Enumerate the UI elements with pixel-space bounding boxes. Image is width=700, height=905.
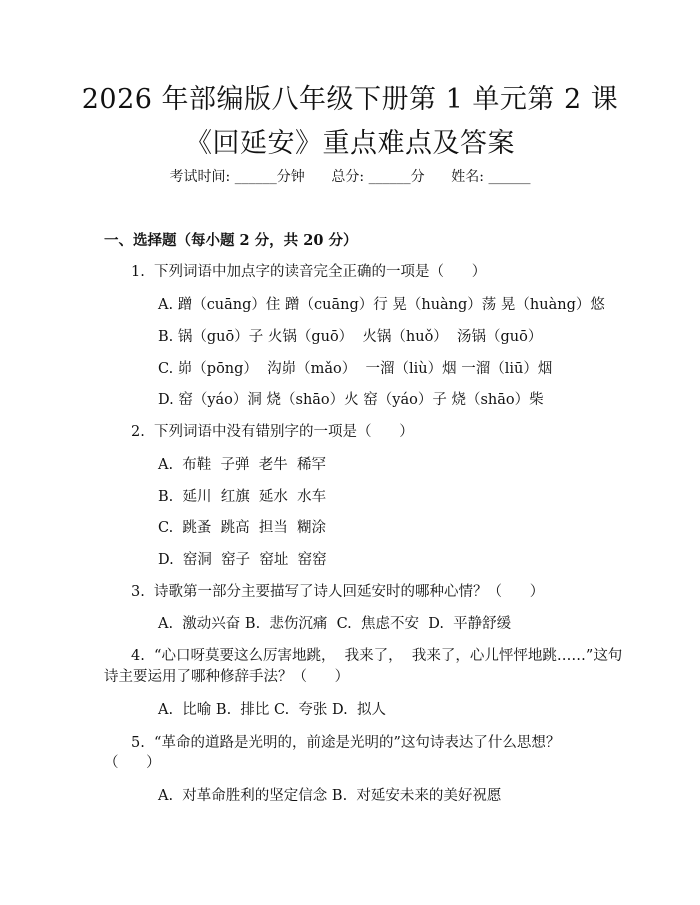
question-5-options: A. 对革命胜利的坚定信念 B. 对延安未来的美好祝愿: [158, 788, 502, 804]
section-heading: 一、选择题（每小题 2 分，共 20 分）: [104, 232, 358, 249]
question-2-option-d: D. 窑洞 窑子 窑址 窑窑: [158, 552, 327, 568]
question-1-option-a: A. 蹭（cuāng）住 蹭（cuāng）行 晃（huàng）荡 晃（huàng）悠: [158, 297, 605, 313]
question-1-option-b: B. 锅（guō）子 火锅（guō） 火锅（huǒ） 汤锅（guō）: [158, 329, 543, 345]
question-2-option-b: B. 延川 红旗 延水 水车: [158, 489, 327, 505]
question-1-option-c: C. 峁（pōng） 沟峁（mǎo） 一溜（liù）烟 一溜（liū）烟: [158, 361, 553, 377]
question-5-stem-line1: 5. “革命的道路是光明的，前途是光明的”这句诗表达了什么思想？: [131, 735, 561, 751]
question-2-option-c: C. 跳蚤 跳高 担当 糊涂: [158, 520, 327, 536]
question-1-option-d: D. 窑（yáo）洞 烧（shāo）火 窑（yáo）子 烧（shāo）柴: [158, 392, 544, 408]
question-3-options: A. 激动兴奋 B. 悲伤沉痛 C. 焦虑不安 D. 平静舒缓: [158, 616, 512, 632]
question-2-option-a: A. 布鞋 子弹 老牛 稀罕: [158, 457, 326, 473]
document-title-line1: 2026 年部编版八年级下册第 1 单元第 2 课: [81, 84, 619, 115]
document-title-line2: 《回延安》重点难点及答案: [185, 128, 515, 159]
question-2-stem: 2. 下列词语中没有错别字的一项是（ ）: [131, 424, 414, 440]
question-1-stem: 1. 下列词语中加点字的读音完全正确的一项是（ ）: [131, 264, 487, 280]
question-5-stem-line2: （ ）: [104, 755, 161, 771]
exam-info: 考试时间: ______分钟 总分: ______分 姓名: ______: [169, 169, 531, 185]
question-4-stem-line2: 诗主要运用了哪种修辞手法？（ ）: [104, 669, 350, 685]
question-4-options: A. 比喻 B. 排比 C. 夸张 D. 拟人: [158, 702, 386, 718]
question-4-stem-line1: 4. “心口呀莫要这么厉害地跳， 我来了， 我来了，心儿怦怦地跳……”这句: [131, 648, 623, 664]
question-3-stem: 3. 诗歌第一部分主要描写了诗人回延安时的哪种心情？（ ）: [131, 584, 545, 600]
